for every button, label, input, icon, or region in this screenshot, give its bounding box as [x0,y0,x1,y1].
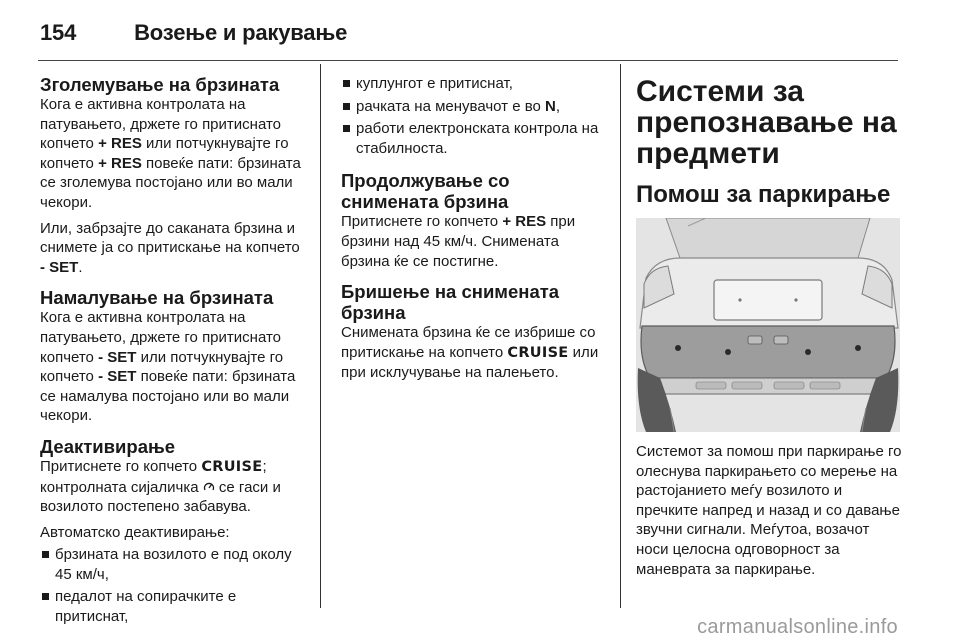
list-item: педалот на сопирачките е притиснат, [40,587,308,626]
paragraph-deactivation: Притиснете го копчето CRUISE; контролната сијаличка се гаси и возилото постепено забавува. [40,457,281,516]
column-2 [341,74,609,389]
header-rule [38,60,898,61]
heading-resume-speed: Продолжување со снимената брзина [341,170,510,213]
heading-decrease-speed: Намалување на брзината [40,287,274,309]
heading-increase-speed: Зголемување на брзината [40,74,280,95]
cruise-control-icon [203,481,215,493]
auto-deactivation-label: Автоматско деактивирање: [40,523,230,541]
paragraph-resume-speed: Притиснете го копчето + RES при брзини над 45 км/ч. Снимената брзина ќе се постигне. [341,213,576,270]
list-item: работи електронската контрола на стабилноста. [341,119,609,158]
page-header [40,20,347,50]
section-title-object-detection: Системи за препознавање на предмети [636,75,897,170]
list-item: куплунгот е притиснат, [341,74,609,94]
page-number: 154 [40,20,77,45]
deactivation-list-continued [341,74,609,158]
paragraph-parking-assist: Системот за помош при паркирање го олеснува паркирањето со мерење на растојанието меѓу возилото и пречките напред и назад и со давање звучни сигнали. Меѓутоа, возачот носи целосна одговорност за маневрата за паркирање. [636,443,902,578]
column-divider-2 [620,64,621,608]
rear-bumper-sensors-illustration [636,218,900,432]
section-subtitle-parking-assist: Помош за паркирање [636,181,891,208]
paragraph-record-speed: Или, забрзајте до саканата брзина и снимете ја со притискање на копчето - SET. [40,219,300,276]
page-title: Возење и ракување [134,20,348,45]
column-divider-1 [320,64,321,608]
column-1 [40,74,308,633]
heading-clear-speed: Бришење на снимената брзина [341,281,560,324]
paragraph-decrease-speed: Кога е активна контролата на патувањето, држете го притиснато копчето - SET или потчукнувајте го копчето - SET повеќе пати: брзината се намалува постојано или во мали чекори. [40,309,296,425]
auto-deactivation-list [40,545,308,626]
list-item: брзината на возилото е под околу 45 км/ч, [40,545,308,584]
column-3 [636,76,904,585]
paragraph-clear-speed: Снимената брзина ќе се избрише со притискање на копчето CRUISE или при исклучување на палењето. [341,324,599,382]
watermark: carmanualsonline.info [697,616,898,638]
paragraph-increase-speed: Кога е активна контролата на патувањето, држете го притиснато копчето + RES или потчукнувајте го копчето + RES повеќе пати: брзината се зголемува постојано или во мали чекори. [40,96,301,211]
list-item: рачката на менувачот е во N, [341,97,609,117]
heading-deactivation: Деактивирање [40,435,176,457]
